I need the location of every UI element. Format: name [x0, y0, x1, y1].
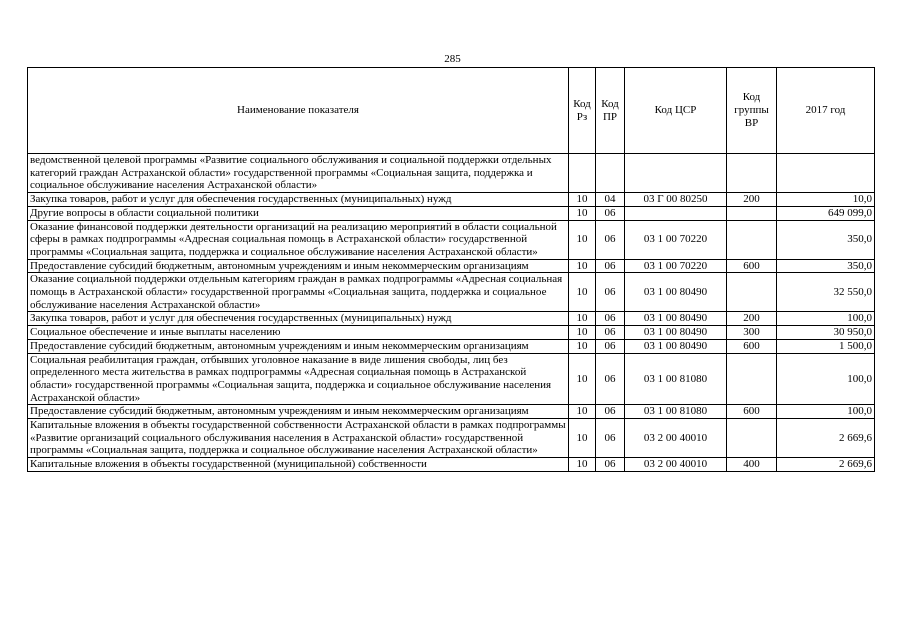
table-row [28, 339, 875, 353]
header-pr: Код ПР [596, 68, 625, 154]
row-amount: 350,0 [777, 220, 875, 259]
budget-table [27, 67, 875, 472]
row-amount: 100,0 [777, 353, 875, 405]
table-row [28, 458, 875, 472]
row-pr: 06 [596, 353, 625, 405]
table-row [28, 273, 875, 312]
row-amount: 32 550,0 [777, 273, 875, 312]
row-csr: 03 Г 00 80250 [625, 193, 727, 207]
row-rz: 10 [569, 193, 596, 207]
row-pr: 06 [596, 259, 625, 273]
table-row [28, 220, 875, 259]
row-name: ведомственной целевой программы «Развитие социального обслуживания и социальной поддержки отдельных категорий граждан Астраханской области» государственной программы «Социальная защита, поддержка и социальное обслуживание населения Астраханской области» [28, 154, 569, 193]
row-amount: 100,0 [777, 312, 875, 326]
table-row [28, 312, 875, 326]
row-rz: 10 [569, 405, 596, 419]
row-amount: 30 950,0 [777, 326, 875, 340]
row-csr: 03 1 00 70220 [625, 259, 727, 273]
row-pr: 06 [596, 339, 625, 353]
row-csr: 03 1 00 70220 [625, 220, 727, 259]
row-name: Оказание финансовой поддержки деятельности организаций на реализацию мероприятий в области социальной сферы в рамках подпрограммы «Адресная социальная помощь в Астраханской области» государственной программы «Социальная защита, поддержка и социальное обслуживание населения Астраханской области» [28, 220, 569, 259]
row-vr: 600 [727, 339, 777, 353]
row-name: Социальное обеспечение и иные выплаты населению [28, 326, 569, 340]
header-rz: Код Рз [569, 68, 596, 154]
row-pr: 06 [596, 206, 625, 220]
row-rz [569, 154, 596, 193]
row-name: Закупка товаров, работ и услуг для обеспечения государственных (муниципальных) нужд [28, 312, 569, 326]
row-csr: 03 1 00 81080 [625, 353, 727, 405]
row-vr: 400 [727, 458, 777, 472]
table-row [28, 193, 875, 207]
row-vr: 600 [727, 259, 777, 273]
row-vr: 200 [727, 193, 777, 207]
row-pr: 04 [596, 193, 625, 207]
row-csr: 03 1 00 80490 [625, 339, 727, 353]
header-name: Наименование показателя [28, 68, 569, 154]
row-pr: 06 [596, 220, 625, 259]
row-rz: 10 [569, 353, 596, 405]
row-vr: 300 [727, 326, 777, 340]
row-rz: 10 [569, 419, 596, 458]
row-amount: 2 669,6 [777, 419, 875, 458]
row-csr: 03 1 00 81080 [625, 405, 727, 419]
row-rz: 10 [569, 220, 596, 259]
table-row [28, 405, 875, 419]
row-csr: 03 1 00 80490 [625, 312, 727, 326]
row-name: Предоставление субсидий бюджетным, автономным учреждениям и иным некоммерческим организациям [28, 405, 569, 419]
row-rz: 10 [569, 273, 596, 312]
table-row [28, 326, 875, 340]
row-vr [727, 220, 777, 259]
row-vr: 600 [727, 405, 777, 419]
row-rz: 10 [569, 206, 596, 220]
row-vr [727, 206, 777, 220]
row-pr: 06 [596, 458, 625, 472]
row-pr: 06 [596, 312, 625, 326]
row-pr: 06 [596, 419, 625, 458]
row-amount: 649 099,0 [777, 206, 875, 220]
row-name: Оказание социальной поддержки отдельным категориям граждан в рамках подпрограммы «Адресная социальная помощь в Астраханской области» государственной программы «Социальная защита, поддержка и социальное обслуживание населения Астраханской области» [28, 273, 569, 312]
page-number: 285 [444, 53, 461, 65]
row-amount: 1 500,0 [777, 339, 875, 353]
header-vr: Код группы ВР [727, 68, 777, 154]
table-row [28, 154, 875, 193]
row-rz: 10 [569, 458, 596, 472]
row-rz: 10 [569, 259, 596, 273]
row-amount [777, 154, 875, 193]
row-vr [727, 419, 777, 458]
row-rz: 10 [569, 312, 596, 326]
row-csr: 03 1 00 80490 [625, 326, 727, 340]
row-name: Предоставление субсидий бюджетным, автономным учреждениям и иным некоммерческим организациям [28, 339, 569, 353]
row-csr: 03 2 00 40010 [625, 419, 727, 458]
row-name: Другие вопросы в области социальной политики [28, 206, 569, 220]
row-rz: 10 [569, 326, 596, 340]
row-pr: 06 [596, 273, 625, 312]
row-vr [727, 273, 777, 312]
table-row [28, 259, 875, 273]
header-csr: Код ЦСР [625, 68, 727, 154]
row-vr: 200 [727, 312, 777, 326]
header-year: 2017 год [777, 68, 875, 154]
row-name: Капитальные вложения в объекты государственной собственности Астраханской области в рамках подпрограммы «Развитие организаций социального обслуживания населения в Астраханской области» государственной программы «Социальная защита, поддержка и социальное обслуживание населения Астраханской области» [28, 419, 569, 458]
row-name: Социальная реабилитация граждан, отбывших уголовное наказание в виде лишения свободы, лиц без определенного места жительства в рамках подпрограммы «Адресная социальная помощь в Астраханской области» государственной программы «Социальная защита, поддержка и социальное обслуживание населения Астраханской области» [28, 353, 569, 405]
table-row [28, 419, 875, 458]
row-rz: 10 [569, 339, 596, 353]
row-name: Капитальные вложения в объекты государственной (муниципальной) собственности [28, 458, 569, 472]
row-csr [625, 154, 727, 193]
table-row [28, 206, 875, 220]
row-pr [596, 154, 625, 193]
row-amount: 10,0 [777, 193, 875, 207]
row-pr: 06 [596, 405, 625, 419]
row-amount: 2 669,6 [777, 458, 875, 472]
row-amount: 100,0 [777, 405, 875, 419]
row-csr [625, 206, 727, 220]
row-csr: 03 1 00 80490 [625, 273, 727, 312]
row-vr [727, 154, 777, 193]
table-row [28, 353, 875, 405]
row-csr: 03 2 00 40010 [625, 458, 727, 472]
table-header-row [28, 68, 875, 154]
row-name: Закупка товаров, работ и услуг для обеспечения государственных (муниципальных) нужд [28, 193, 569, 207]
row-pr: 06 [596, 326, 625, 340]
row-name: Предоставление субсидий бюджетным, автономным учреждениям и иным некоммерческим организациям [28, 259, 569, 273]
row-vr [727, 353, 777, 405]
row-amount: 350,0 [777, 259, 875, 273]
